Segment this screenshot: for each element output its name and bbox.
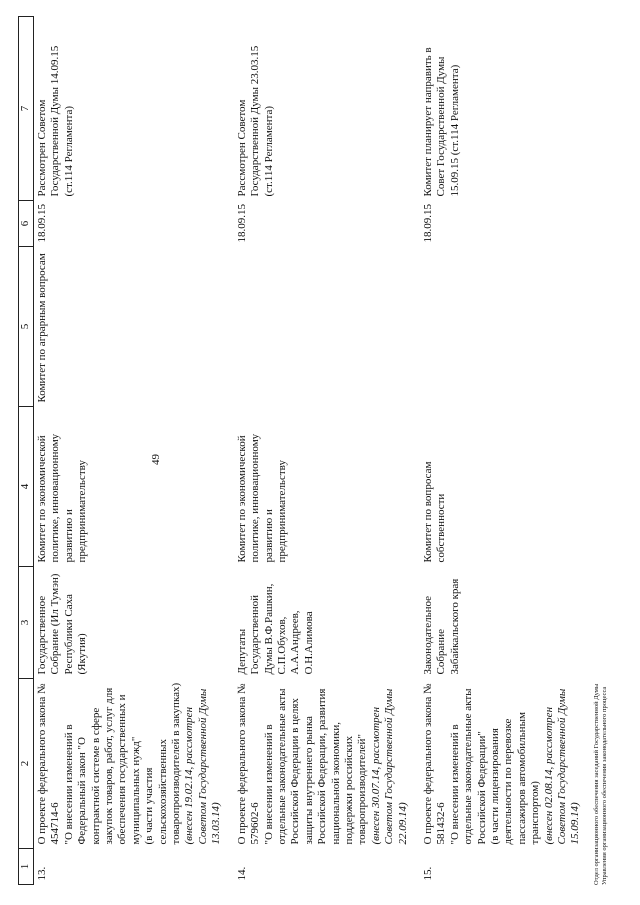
footer-line: Управления организационного обеспечения законодательного процесса	[601, 686, 609, 885]
responsible-committee: Комитет по экономической политике, инновационному развитию и предпринимательству	[36, 433, 89, 563]
co-committee: Комитет по аграрным вопросам	[36, 253, 48, 403]
bill-name: "О внесении изменений в отдельные законодательные акты Российской Федерации в целях защиты внутреннего рынка Российской Федерации, развития национальной экономики, поддержки российских товаропроизводителей"	[262, 688, 369, 845]
bill-author: Депутаты Государственной Думы В.Ф.Рашкин, С.П.Обухов, А.А.Андреев, О.Н.Алимова	[235, 583, 315, 675]
table-row	[34, 17, 234, 885]
table-row	[234, 17, 420, 885]
bill-part: (в части участия сельскохозяйственных товаропроизводителей в закупках)	[143, 682, 183, 845]
bill-note: (внесен 02.08.14, рассмотрен Советом Государственной Думы 15.09.14)	[542, 688, 582, 845]
co-committee	[420, 247, 593, 407]
bill-note: (внесен 30.07.14, рассмотрен Советом Государственной Думы 22.09.14)	[369, 688, 409, 845]
co-committee	[234, 247, 420, 407]
column-header: 6	[19, 201, 34, 247]
review-date: 18.09.15	[36, 204, 48, 243]
bill-status: Комитет планирует направить в Совет Государственной Думы 15.09.15 (ст.114 Регламента)	[421, 47, 461, 197]
column-header: 5	[19, 247, 34, 407]
column-header: 3	[19, 567, 34, 679]
responsible-committee: Комитет по вопросам собственности	[421, 461, 448, 563]
bill-name: "О внесении изменений в отдельные законодательные акты Российской Федерации"	[448, 688, 488, 845]
bill-author: Законодательное Собрание Забайкальского края	[421, 578, 461, 675]
review-date: 18.09.15	[235, 204, 248, 243]
bill-description	[234, 679, 420, 849]
bill-description	[420, 679, 593, 849]
row-number: 15.	[421, 866, 434, 881]
bill-status: Рассмотрен Советом Государственной Думы 14.09.15 (ст.114 Регламента)	[36, 45, 75, 197]
footer	[593, 684, 609, 885]
column-header: 1	[19, 849, 34, 885]
table-row	[420, 17, 593, 885]
column-header: 2	[19, 679, 34, 849]
bill-author: Государственное Собрание (Ил Тумэн) Республики Саха (Якутия)	[36, 573, 89, 675]
row-number: 13.	[36, 866, 48, 881]
bill-title: О проекте федерального закона № 579602-6	[235, 683, 262, 845]
bill-title: О проекте федерального закона № 454714-6	[36, 683, 62, 845]
column-header: 4	[19, 407, 34, 567]
header-row	[19, 17, 34, 885]
column-header: 7	[19, 17, 34, 201]
footer-line: Отдел организационного обеспечения заседаний Государственной Думы	[593, 683, 600, 885]
bill-status: Рассмотрен Советом Государственной Думы 23.03.15 (ст.114 Регламента)	[235, 45, 275, 197]
page-number: 49	[150, 454, 162, 465]
bill-part: (в части лицензирования деятельности по перевозке пассажиров автомобильным транспортом)	[489, 712, 542, 845]
bills-table	[18, 16, 593, 885]
review-date: 18.09.15	[421, 204, 434, 243]
responsible-committee: Комитет по экономической политике, инновационному развитию и предпринимательству	[235, 433, 288, 563]
bill-note: (внесен 19.02.14, рассмотрен Советом Государственной Думы 13.03.14)	[183, 688, 223, 845]
bill-description	[34, 679, 234, 849]
row-number: 14.	[235, 866, 248, 881]
bill-name: "О внесении изменений в Федеральный закон "О контрактной системе в сфере закупок товаров, работ, услуг для обеспечения государственных и муниципальных нужд"	[62, 687, 142, 845]
bill-title: О проекте федерального закона № 581432-6	[421, 683, 448, 845]
